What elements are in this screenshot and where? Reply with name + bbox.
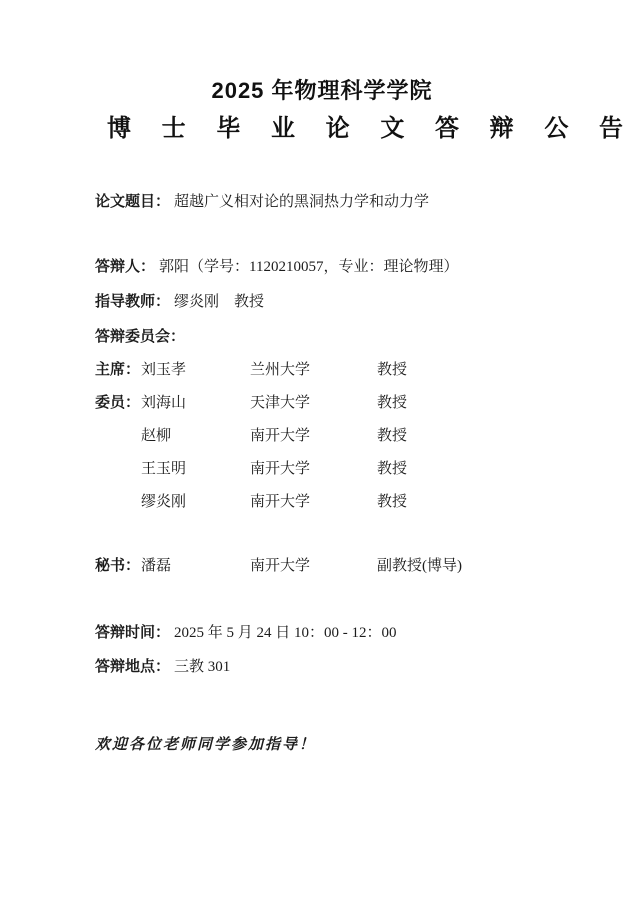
title-line-announcement: 博 士 毕 业 论 文 答 辩 公 告	[107, 115, 636, 142]
committee-role	[95, 426, 141, 446]
candidate-label: 答辩人：	[95, 259, 156, 275]
document-title-block	[95, 76, 636, 144]
committee-role	[95, 459, 141, 479]
committee-role: 主席：	[95, 362, 141, 378]
secretary-title: 副教授(博导)	[377, 558, 462, 574]
defense-location-label: 答辩地点：	[95, 659, 171, 675]
committee-member-title: 教授	[377, 428, 408, 444]
committee-member-university: 天津大学	[250, 395, 311, 411]
title-line-college: 2025 年物理科学学院	[211, 78, 433, 103]
committee-member-university: 南开大学	[250, 428, 311, 444]
committee-member-university: 兰州大学	[250, 362, 311, 378]
committee-member-title: 教授	[377, 494, 408, 510]
thesis-title-value: 超越广义相对论的黑洞热力学和动力学	[174, 194, 430, 210]
committee-member-title: 教授	[377, 461, 408, 477]
defense-location-value: 三教 301	[174, 659, 231, 675]
committee-member-name: 缪炎刚	[141, 494, 187, 510]
committee-heading: 答辩委员会：	[95, 329, 186, 345]
committee-role: 委员：	[95, 395, 141, 411]
candidate-line	[95, 257, 549, 277]
committee-row-member	[95, 459, 549, 479]
committee-member-name: 赵柳	[141, 428, 172, 444]
committee-member-title: 教授	[377, 362, 408, 378]
committee-member-name: 刘玉孝	[141, 362, 187, 378]
welcome-message: 欢迎各位老师同学参加指导！	[95, 737, 317, 753]
defense-time-value: 2025 年 5 月 24 日 10：00 - 12：00	[174, 625, 397, 641]
secretary-role: 秘书：	[95, 558, 141, 574]
advisor-label: 指导教师：	[95, 294, 171, 310]
defense-time-label: 答辩时间：	[95, 625, 171, 641]
committee-row-chair	[95, 360, 549, 380]
defense-location-line	[95, 657, 549, 677]
secretary-row	[95, 556, 549, 576]
thesis-title-label: 论文题目：	[95, 194, 171, 210]
committee-member-name: 王玉明	[141, 461, 187, 477]
advisor-value: 缪炎刚 教授	[174, 294, 265, 310]
committee-row-member	[95, 393, 549, 413]
committee-member-title: 教授	[377, 395, 408, 411]
secretary-university: 南开大学	[250, 558, 311, 574]
committee-member-university: 南开大学	[250, 494, 311, 510]
committee-member-name: 刘海山	[141, 395, 187, 411]
candidate-value: 郭阳（学号：1120210057，专业：理论物理）	[159, 259, 459, 275]
committee-member-university: 南开大学	[250, 461, 311, 477]
committee-row-member	[95, 492, 549, 512]
advisor-line	[95, 292, 549, 312]
defense-time-line	[95, 623, 549, 643]
thesis-title-line	[95, 192, 549, 212]
secretary-name: 潘磊	[141, 558, 172, 574]
committee-role	[95, 492, 141, 512]
committee-row-member	[95, 426, 549, 446]
